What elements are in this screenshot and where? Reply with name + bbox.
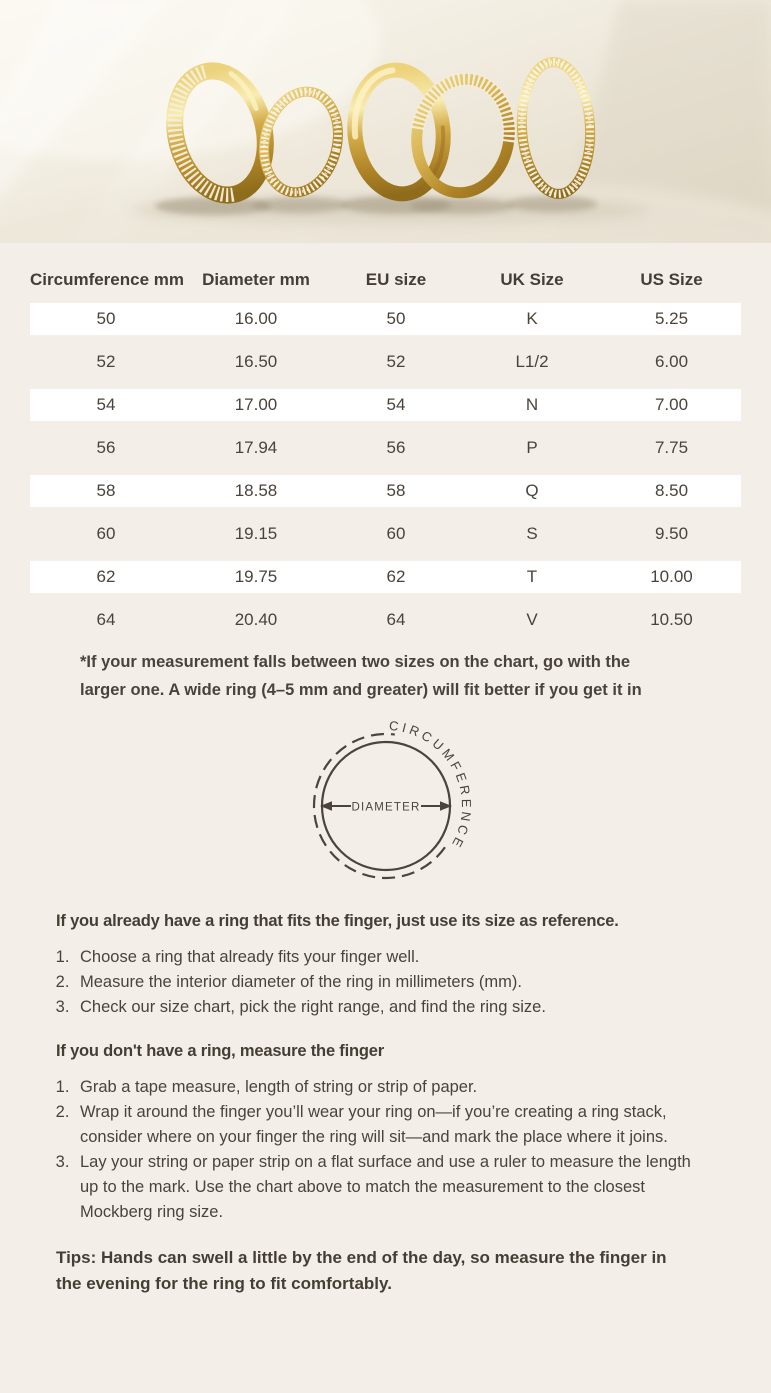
column-header: Circumference mm bbox=[30, 270, 185, 289]
instructions-section bbox=[56, 912, 756, 1297]
tips-text bbox=[56, 1245, 756, 1297]
table-cell: 52 bbox=[96, 352, 116, 371]
ring-shadow bbox=[507, 196, 597, 212]
table-cell: 17.94 bbox=[234, 438, 278, 457]
size-note-line: *If your measurement falls between two sizes on the chart, go with the bbox=[80, 653, 631, 671]
list-item: 1. Choose a ring that already fits your finger well. bbox=[74, 945, 704, 970]
table-cell: P bbox=[526, 438, 538, 457]
table-cell: 56 bbox=[386, 438, 406, 457]
table-cell: 7.75 bbox=[654, 438, 689, 457]
table-cell: 64 bbox=[96, 610, 116, 629]
table-cell: 62 bbox=[386, 567, 406, 586]
list-item: 3. Check our size chart, pick the right range, and find the ring size. bbox=[74, 995, 704, 1020]
table-cell: L1/2 bbox=[515, 352, 549, 371]
column-header: US Size bbox=[640, 270, 703, 289]
size-note-line: larger one. A wide ring (4–5 mm and greater) will fit better if you get it in bbox=[80, 681, 642, 699]
table-row bbox=[30, 518, 741, 550]
ring-shadow bbox=[410, 198, 514, 214]
table-cell: 54 bbox=[96, 395, 116, 414]
table-row bbox=[30, 432, 741, 464]
table-cell: 20.40 bbox=[234, 610, 278, 629]
size-chart-body bbox=[30, 303, 741, 636]
table-cell: 52 bbox=[386, 352, 406, 371]
table-cell: 54 bbox=[386, 395, 406, 414]
column-header: Diameter mm bbox=[202, 270, 310, 289]
table-cell: 6.00 bbox=[654, 352, 689, 371]
size-note bbox=[80, 648, 771, 704]
list-item: 1. Grab a tape measure, length of string or strip of paper. bbox=[74, 1075, 704, 1100]
ring-size-chart bbox=[30, 247, 741, 647]
steps-have-ring bbox=[56, 945, 704, 1020]
diameter-label: DIAMETER bbox=[350, 801, 421, 814]
table-cell: 60 bbox=[386, 524, 406, 543]
table-row bbox=[30, 389, 741, 421]
table-header-row bbox=[30, 258, 741, 292]
table-cell: 58 bbox=[96, 481, 116, 500]
table-cell: 18.58 bbox=[234, 481, 278, 500]
table-cell: 19.15 bbox=[234, 524, 278, 543]
table-cell: Q bbox=[525, 481, 539, 500]
table-row bbox=[30, 346, 741, 378]
table-cell: 62 bbox=[96, 567, 116, 586]
tips-line: Tips: Hands can swell a little by the end of the day, so measure the finger in bbox=[56, 1248, 667, 1267]
steps-no-ring bbox=[56, 1075, 704, 1225]
table-cell: 56 bbox=[96, 438, 116, 457]
table-cell: K bbox=[526, 309, 538, 328]
table-cell: 16.50 bbox=[234, 352, 278, 371]
table-cell: 50 bbox=[96, 309, 116, 328]
circumference-label: CIRCUMFERENCE bbox=[387, 718, 474, 853]
table-cell: V bbox=[526, 610, 538, 629]
table-cell: 60 bbox=[96, 524, 116, 543]
ring-shadow bbox=[252, 197, 348, 213]
table-cell: 10.00 bbox=[650, 567, 693, 586]
table-cell: 58 bbox=[386, 481, 406, 500]
table-cell: 50 bbox=[386, 309, 406, 328]
table-cell: 16.00 bbox=[234, 309, 278, 328]
table-row bbox=[30, 475, 741, 507]
hero-rings-photo bbox=[0, 0, 771, 243]
table-cell: 9.50 bbox=[654, 524, 689, 543]
ring-measurement-diagram bbox=[291, 718, 481, 890]
list-item: 2. Wrap it around the finger you’ll wear your ring on—if you’re creating a ring stack, consider where on your finger the ring will sit—and mark the place where it joins. bbox=[74, 1100, 704, 1150]
table-cell: 5.25 bbox=[654, 309, 689, 328]
table-row bbox=[30, 303, 741, 335]
table-row bbox=[30, 604, 741, 636]
section-heading-no-ring: If you don't have a ring, measure the finger bbox=[56, 1042, 384, 1060]
table-cell: 10.50 bbox=[650, 610, 693, 629]
column-header: UK Size bbox=[500, 270, 564, 289]
column-header: EU size bbox=[365, 270, 427, 289]
table-cell: 64 bbox=[386, 610, 406, 629]
table-cell: 7.00 bbox=[654, 395, 689, 414]
table-cell: N bbox=[525, 395, 539, 414]
table-cell: 8.50 bbox=[654, 481, 689, 500]
list-item: 3. Lay your string or paper strip on a flat surface and use a ruler to measure the length up to the mark. Use the chart above to match the measurement to the closest Mockberg ring size. bbox=[74, 1150, 704, 1225]
table-cell: S bbox=[526, 524, 538, 543]
table-cell: T bbox=[526, 567, 538, 586]
table-row bbox=[30, 561, 741, 593]
tips-line: the evening for the ring to fit comfortably. bbox=[56, 1274, 392, 1293]
section-heading-have-ring: If you already have a ring that fits the finger, just use its size as reference. bbox=[56, 912, 619, 930]
list-item: 2. Measure the interior diameter of the ring in millimeters (mm). bbox=[74, 970, 704, 995]
table-cell: 17.00 bbox=[234, 395, 278, 414]
table-cell: 19.75 bbox=[234, 567, 278, 586]
